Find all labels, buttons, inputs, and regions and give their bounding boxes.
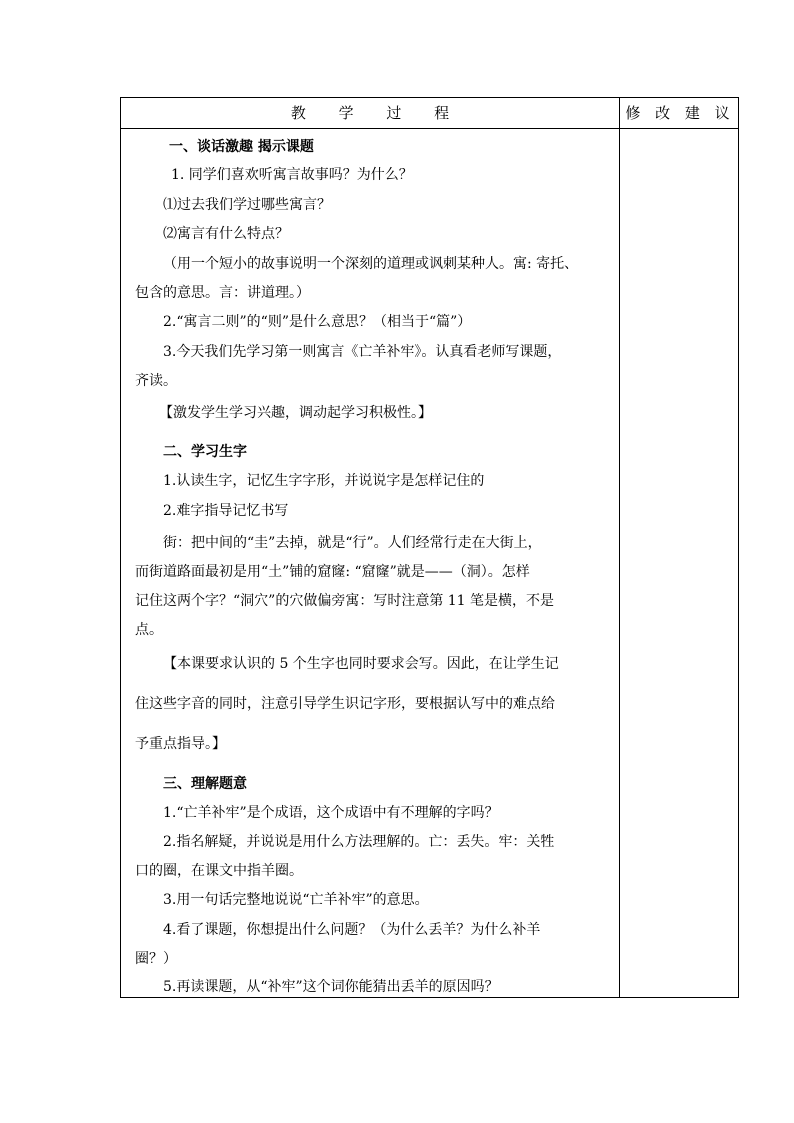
content-line: 而街道路面最初是用“土”铺的窟窿: “窟窿”就是——（洞）。怎样 xyxy=(135,564,530,580)
content-line: 1.认读生字，记忆生字字形，并说说字是怎样记住的 xyxy=(163,473,485,489)
teaching-process-header: 教 学 过 程 xyxy=(290,104,464,122)
content-line: 口的圈，在课文中指羊圈。 xyxy=(135,863,303,879)
content-line: 5.再读课题，从“补牢”这个词你能猜出丢羊的原因吗？ xyxy=(163,979,499,995)
content-line: 3.今天我们先学习第一则寓言《亡羊补牢》。认真看老师写课题， xyxy=(163,344,562,360)
revision-suggestions-header: 修 改 建 议 xyxy=(625,104,735,122)
content-line: （用一个短小的故事说明一个深刻的道理或讽刺某种人。寓: 寄托、 xyxy=(163,256,579,272)
content-line: 包含的意思。言：讲道理。） xyxy=(135,285,310,301)
content-line: 2.难字指导记忆书写 xyxy=(163,503,289,519)
content-note: 住这些字音的同时，注意引导学生识记字形，要根据认写中的难点给 xyxy=(135,696,555,712)
content-line: 齐读。 xyxy=(135,373,177,389)
revision-suggestions-cell xyxy=(620,129,739,998)
teaching-process-content xyxy=(121,129,619,999)
content-line: 1.“亡羊补牢”是个成语，这个成语中有不理解的字吗？ xyxy=(163,805,499,821)
content-line: 2.“寓言二则”的“则”是什么意思？（相当于“篇”） xyxy=(163,314,472,330)
lesson-plan-table xyxy=(120,97,739,998)
content-line: 3.用一句话完整地说说“亡羊补牢”的意思。 xyxy=(163,892,429,908)
content-line: 2.指名解疑，并说说是用什么方法理解的。亡：丢失。牢：关牲 xyxy=(163,834,555,850)
content-line: 1. 同学们喜欢听寓言故事吗？为什么？ xyxy=(171,167,413,183)
content-note: 【本课要求认识的 5 个生字也同时要求会写。因此，在让学生记 xyxy=(163,656,559,672)
content-line: 圈？） xyxy=(135,951,177,967)
content-line: 4.看了课题，你想提出什么问题？（为什么丢羊？为什么补羊 xyxy=(163,922,541,938)
content-note: 【激发学生学习兴趣，调动起学习积极性。】 xyxy=(159,405,432,421)
content-line: 街：把中间的“圭”去掉，就是“行”。人们经常行走在大街上， xyxy=(163,535,542,551)
content-line: 点。 xyxy=(135,622,163,638)
content-line: ⑴过去我们学过哪些寓言？ xyxy=(163,197,331,213)
section-heading: 一、谈话激趣 揭示课题 xyxy=(169,139,314,155)
section-heading: 二、学习生字 xyxy=(163,444,247,460)
content-line: 记住这两个字？“洞穴”的穴做偏旁寓：写时注意第 11 笔是横，不是 xyxy=(135,593,555,609)
content-line: ⑵寓言有什么特点？ xyxy=(163,226,289,242)
section-heading: 三、理解题意 xyxy=(163,776,247,792)
content-note: 予重点指导。】 xyxy=(135,736,226,752)
